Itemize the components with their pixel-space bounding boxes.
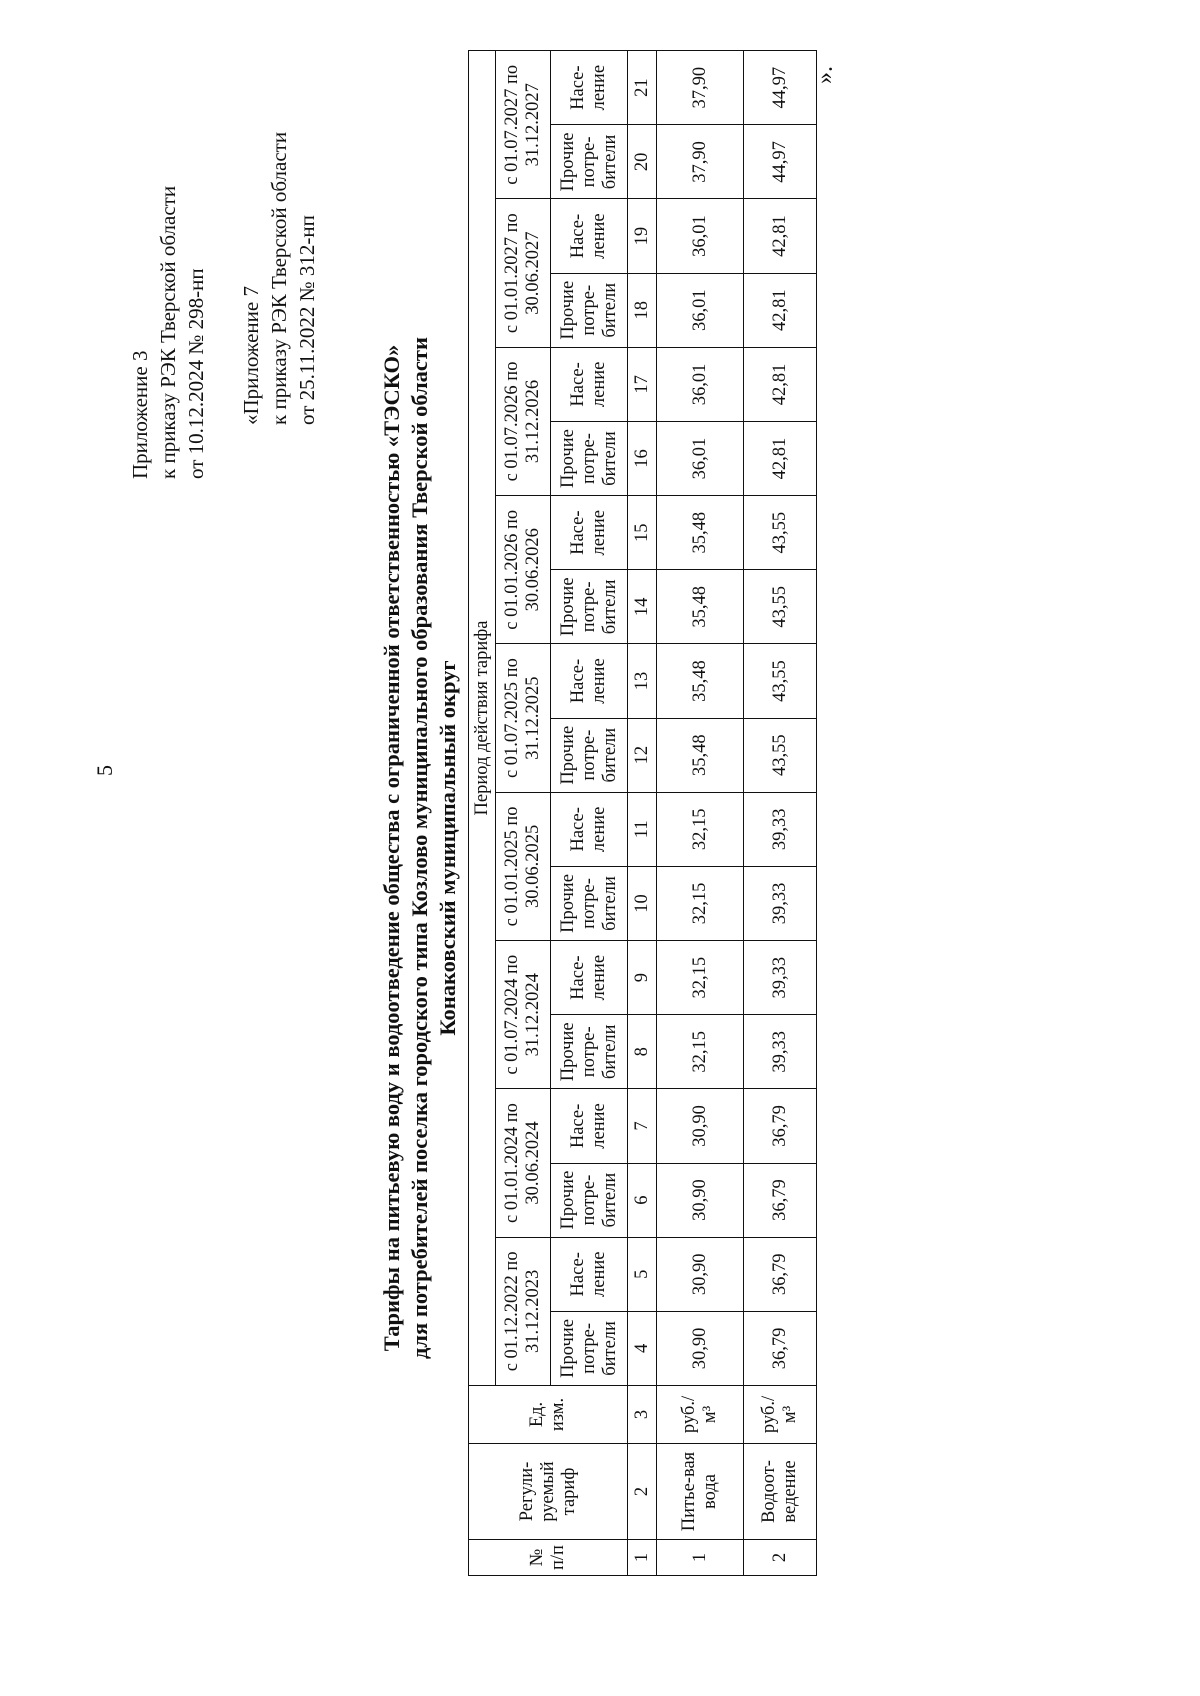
annex-reference-previous: [237, 132, 321, 425]
header-consumer-population: Насе-ление: [551, 1237, 628, 1311]
annex-title: Приложение 3: [128, 350, 152, 479]
header-row-periods: [496, 51, 551, 1576]
header-consumer-population: Насе-ление: [551, 941, 628, 1015]
tariff-value-cell: 36,01: [657, 347, 744, 421]
header-consumer-other: Прочие потре-бители: [551, 1163, 628, 1237]
tariff-value-cell: 36,01: [657, 199, 744, 273]
tariff-value-cell: 36,79: [744, 1163, 817, 1237]
tariff-value-cell: 43,55: [744, 718, 817, 792]
header-consumer-population: Насе-ление: [551, 792, 628, 866]
tariff-value-cell: 30,90: [657, 1237, 744, 1311]
header-consumer-other: Прочие потре-бители: [551, 273, 628, 347]
tariff-value-cell: 42,81: [744, 421, 817, 495]
header-period: с 01.01.2027 по 30.06.2027: [496, 199, 551, 347]
header-period: с 01.01.2026 по 30.06.2026: [496, 496, 551, 644]
header-number: № п/п: [469, 1540, 628, 1576]
tariff-table: [468, 50, 817, 1576]
tariff-value-cell: 30,90: [657, 1311, 744, 1385]
header-consumer-other: Прочие потре-бители: [551, 421, 628, 495]
tariff-value-cell: 32,15: [657, 792, 744, 866]
header-period: с 01.07.2025 по 31.12.2025: [496, 644, 551, 792]
tariff-value-cell: 35,48: [657, 644, 744, 718]
header-consumer-other: Прочие потре-бители: [551, 125, 628, 199]
header-row-consumers: [551, 51, 628, 1576]
column-index-cell: 14: [628, 570, 657, 644]
closing-quote: ».: [812, 66, 838, 84]
tariff-value-cell: 35,48: [657, 718, 744, 792]
column-index-cell: 15: [628, 496, 657, 570]
column-index-cell: 16: [628, 421, 657, 495]
tariff-value-cell: 42,81: [744, 347, 817, 421]
column-index-cell: 8: [628, 1015, 657, 1089]
header-consumer-other: Прочие потре-бители: [551, 866, 628, 940]
column-index-cell: 13: [628, 644, 657, 718]
header-consumer-population: Насе-ление: [551, 199, 628, 273]
tariff-value-cell: 32,15: [657, 941, 744, 1015]
column-index-cell: 17: [628, 347, 657, 421]
annex-date-line: от 10.12.2024 № 298-нп: [184, 268, 208, 479]
column-index-cell: 18: [628, 273, 657, 347]
column-index-cell: 7: [628, 1089, 657, 1163]
tariff-value-cell: 39,33: [744, 792, 817, 866]
header-consumer-population: Насе-ление: [551, 347, 628, 421]
tariff-value-cell: 37,90: [657, 125, 744, 199]
header-period: с 01.07.2026 по 31.12.2026: [496, 347, 551, 495]
header-consumer-other: Прочие потре-бители: [551, 1311, 628, 1385]
tariff-value-cell: 30,90: [657, 1089, 744, 1163]
table-row: [657, 51, 744, 1576]
tariff-value-cell: 32,15: [657, 1015, 744, 1089]
tariff-value-cell: 36,01: [657, 421, 744, 495]
tariff-value-cell: 36,79: [744, 1311, 817, 1385]
document-title: [378, 0, 462, 1696]
row-tariff-name: Питье-вая вода: [657, 1444, 744, 1540]
tariff-value-cell: 39,33: [744, 1015, 817, 1089]
table-row: [744, 51, 817, 1576]
tariff-value-cell: 43,55: [744, 644, 817, 718]
tariff-value-cell: 37,90: [657, 51, 744, 125]
row-number: 2: [744, 1540, 817, 1576]
tariff-value-cell: 36,79: [744, 1089, 817, 1163]
column-index-cell: 6: [628, 1163, 657, 1237]
tariff-value-cell: 44,97: [744, 125, 817, 199]
annex-title: «Приложение 7: [239, 286, 263, 425]
header-period: с 01.07.2027 по 31.12.2027: [496, 51, 551, 200]
tariff-value-cell: 36,79: [744, 1237, 817, 1311]
header-consumer-other: Прочие потре-бители: [551, 718, 628, 792]
tariff-value-cell: 43,55: [744, 570, 817, 644]
tariff-value-cell: 30,90: [657, 1163, 744, 1237]
column-index-cell: 19: [628, 199, 657, 273]
tariff-value-cell: 42,81: [744, 273, 817, 347]
tariff-value-cell: 36,01: [657, 273, 744, 347]
tariff-value-cell: 32,15: [657, 866, 744, 940]
column-index-cell: 12: [628, 718, 657, 792]
row-unit: руб./м³: [657, 1386, 744, 1444]
header-period: с 01.12.2022 по 31.12.2023: [496, 1237, 551, 1385]
column-index-cell: 1: [628, 1540, 657, 1576]
header-period: с 01.07.2024 по 31.12.2024: [496, 941, 551, 1089]
column-index-cell: 11: [628, 792, 657, 866]
row-number: 1: [657, 1540, 744, 1576]
page-number: 5: [92, 765, 117, 776]
annex-date-line: от 25.11.2022 № 312-нп: [295, 215, 319, 425]
header-consumer-population: Насе-ление: [551, 51, 628, 125]
row-unit: руб./м³: [744, 1386, 817, 1444]
tariff-value-cell: 42,81: [744, 199, 817, 273]
tariff-value-cell: 35,48: [657, 570, 744, 644]
header-consumer-population: Насе-ление: [551, 496, 628, 570]
header-consumer-other: Прочие потре-бители: [551, 570, 628, 644]
header-period: с 01.01.2025 по 30.06.2025: [496, 792, 551, 940]
column-index-cell: 2: [628, 1444, 657, 1540]
column-index-cell: 21: [628, 51, 657, 125]
header-row-group: [469, 51, 496, 1576]
tariff-value-cell: 44,97: [744, 51, 817, 125]
header-tariff: Регули-руемый тариф: [469, 1444, 628, 1540]
title-line-3: Конаковский муниципальный округ: [435, 660, 460, 1036]
header-period-group: Период действия тарифа: [469, 51, 496, 1386]
column-index-cell: 3: [628, 1386, 657, 1444]
column-index-cell: 10: [628, 866, 657, 940]
tariff-value-cell: 35,48: [657, 496, 744, 570]
tariff-value-cell: 39,33: [744, 941, 817, 1015]
header-consumer-other: Прочие потре-бители: [551, 1015, 628, 1089]
title-line-1: Тарифы на питьевую воду и водоотведение общества с ограниченной ответственностью «ТЭСКО»: [379, 344, 404, 1352]
tariff-value-cell: 43,55: [744, 496, 817, 570]
header-consumer-population: Насе-ление: [551, 1089, 628, 1163]
header-unit: Ед. изм.: [469, 1386, 628, 1444]
annex-order-line: к приказу РЭК Тверской области: [156, 185, 180, 479]
column-index-cell: 5: [628, 1237, 657, 1311]
annex-order-line: к приказу РЭК Тверской области: [267, 131, 291, 425]
header-period: с 01.01.2024 по 30.06.2024: [496, 1089, 551, 1237]
column-index-cell: 9: [628, 941, 657, 1015]
tariff-value-cell: 39,33: [744, 866, 817, 940]
row-tariff-name: Водоот-ведение: [744, 1444, 817, 1540]
column-index-row: [628, 51, 657, 1576]
title-line-2: для потребителей поселка городского типа Козлово муниципального образования Тверской области: [407, 337, 432, 1359]
annex-reference-current: [126, 186, 210, 479]
column-index-cell: 20: [628, 125, 657, 199]
header-consumer-population: Насе-ление: [551, 644, 628, 718]
column-index-cell: 4: [628, 1311, 657, 1385]
